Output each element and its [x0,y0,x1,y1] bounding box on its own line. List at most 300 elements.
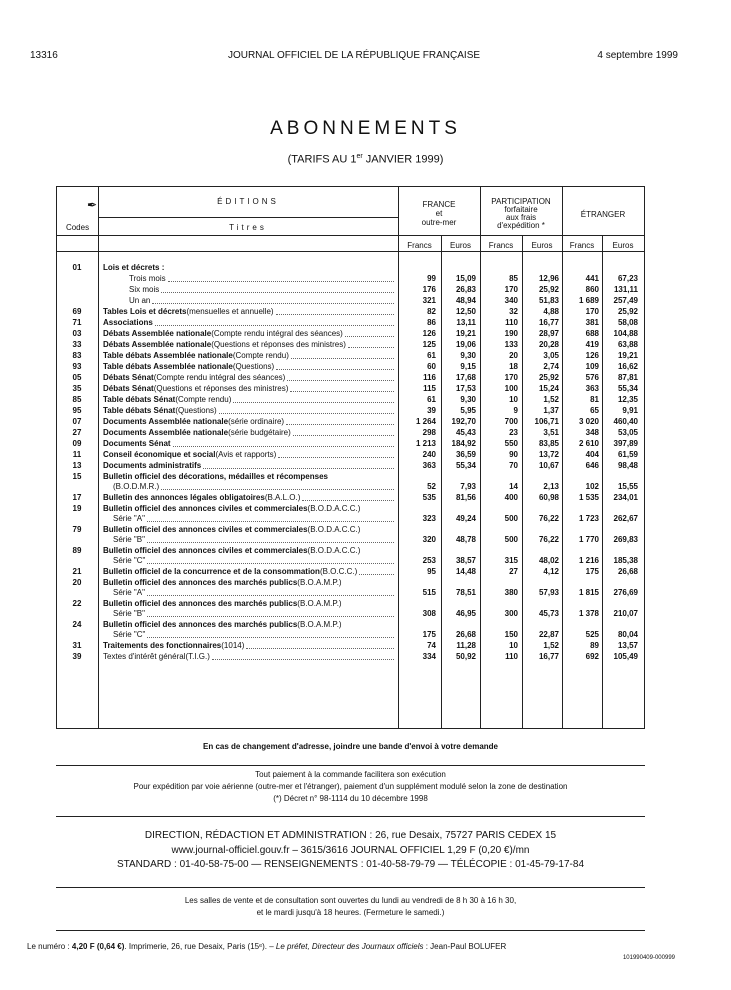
price-francs: 14 [509,482,518,491]
price-euros: 12,50 [455,307,476,316]
price-euros: 1,52 [543,641,559,650]
price-francs: 363 [422,461,436,470]
price-francs: 20 [509,351,518,360]
payment-line: Tout paiement à la commande facilitera son exécution [255,770,446,779]
table-row [57,329,644,340]
row-code: 85 [72,395,82,404]
titres-header: Titres [229,223,267,232]
row-title [103,263,395,273]
address-change-notice: En cas de changement d'adresse, joindre une bande d'envoi à votre demande [203,742,498,751]
table-row [57,285,644,296]
price-francs: 300 [504,609,518,618]
price-euros: 104,88 [613,329,638,338]
row-code: 22 [72,599,82,608]
price-francs: 170 [585,307,599,316]
price-francs: 190 [504,329,518,338]
price-francs: 381 [585,318,599,327]
row-title-part: (Questions et réponses des ministres) [211,340,346,349]
price-euros: 76,22 [538,514,559,523]
row-title-part: Bulletin officiel des annonces civiles et commerciales [103,504,308,513]
price-euros: 61,59 [617,450,638,459]
euros-header: Euros [450,241,471,250]
price-euros: 45,43 [455,428,476,437]
price-euros: 106,71 [534,417,559,426]
price-francs: 1 213 [415,439,436,448]
row-title-part: (Compte rendu) [175,395,232,404]
price-francs: 175 [585,567,599,576]
row-title-line [103,535,395,545]
table-row [57,373,644,384]
etranger-header: ÉTRANGER [580,210,626,219]
price-euros: 50,92 [455,652,476,661]
row-title-part: Conseil économique et social [103,450,216,459]
row-title-part: (série ordinaire) [228,417,285,426]
row-title-part: Débats Assemblée nationale [103,329,212,338]
page-header [30,50,678,64]
price-francs: 1 535 [578,493,599,502]
price-euros: 28,97 [538,329,559,338]
row-code: 05 [72,373,82,382]
row-title-part: Tables Lois et décrets [103,307,187,316]
price-euros: 22,87 [538,630,559,639]
price-euros: 9,30 [460,351,476,360]
price-francs: 535 [422,493,436,502]
row-code: 13 [72,461,82,470]
row-title [103,274,395,284]
row-title [103,417,395,427]
table-row [57,395,644,406]
price-euros: 2,74 [543,362,559,371]
row-code: 33 [72,340,82,349]
table-row [57,652,644,663]
price-francs: 150 [504,630,518,639]
price-francs: 646 [585,461,599,470]
row-title-line [103,599,395,609]
price-euros: 15,24 [538,384,559,393]
subtitle-text-end: JANVIER 1999) [362,153,444,166]
price-euros: 269,83 [613,535,638,544]
price-francs: 125 [422,340,436,349]
row-title-part: Bulletin des annonces légales obligatoires [103,493,265,502]
price-euros: 397,89 [613,439,638,448]
row-title [103,351,395,361]
price-euros: 1,37 [543,406,559,415]
participation-header [480,198,562,230]
price-euros: 48,94 [455,296,476,305]
row-title-line [103,263,395,273]
row-title-part: (B.O.A.M.P.) [297,599,342,608]
row-title-line [103,493,395,503]
price-euros: 15,55 [617,482,638,491]
table-row [57,578,644,599]
price-euros: 78,51 [455,588,476,597]
leader-dots [291,358,394,359]
page-footer [27,942,677,951]
row-title [103,373,395,383]
price-francs: 109 [585,362,599,371]
price-euros: 20,28 [538,340,559,349]
row-code: 93 [72,362,82,371]
table-row [57,472,644,493]
row-title-part: (Avis et rapports) [215,450,277,459]
francs-header: Francs [569,241,595,250]
row-title-part: Débats Sénat [103,384,154,393]
row-title-part: (B.O.D.A.C.C.) [307,504,361,513]
leader-dots [147,542,394,543]
table-row [57,567,644,578]
footer-director: : Jean-Paul BOLUFER [423,942,507,951]
price-francs: 2 610 [578,439,599,448]
france-header-line: outre-mer [421,218,457,227]
row-title-line [129,274,395,284]
price-francs: 340 [504,296,518,305]
row-title-continuation: Série "B" [113,535,145,544]
price-francs: 1 770 [578,535,599,544]
price-francs: 348 [585,428,599,437]
row-title-continuation: Série "C" [113,630,146,639]
price-francs: 82 [427,307,436,316]
price-francs: 176 [422,285,436,294]
price-francs: 334 [422,652,436,661]
price-francs: 23 [509,428,518,437]
price-euros: 46,95 [455,609,476,618]
price-francs: 576 [585,373,599,382]
row-title [103,318,395,328]
row-title-part: Documents Sénat [103,439,171,448]
header-divider [57,235,644,236]
row-title-part: Six mois [129,285,160,294]
row-title-continuation: Série "C" [113,556,146,565]
row-code: 83 [72,351,82,360]
price-francs: 321 [422,296,436,305]
row-title-line [103,578,395,588]
row-title-part: Table débats Sénat [103,395,176,404]
row-title [103,340,395,350]
row-code: 17 [72,493,82,502]
row-title [103,641,395,651]
price-euros: 80,04 [617,630,638,639]
price-francs: 323 [422,514,436,523]
price-euros: 58,08 [617,318,638,327]
price-euros: 5,95 [460,406,476,415]
price-euros: 67,23 [617,274,638,283]
price-francs: 52 [427,482,436,491]
price-francs: 1 216 [578,556,599,565]
row-title-line [103,373,395,383]
leader-dots [359,574,394,575]
price-euros: 13,11 [456,318,476,327]
price-francs: 126 [585,351,599,360]
row-title-line [103,546,395,556]
price-euros: 7,93 [460,482,476,491]
price-euros: 87,81 [617,373,638,382]
price-euros: 11,28 [456,641,476,650]
direction-address: DIRECTION, RÉDACTION ET ADMINISTRATION : 26, rue Desaix, 75727 PARIS CEDEX 15 [144,830,557,841]
row-title [103,406,395,416]
price-euros: 12,96 [538,274,559,283]
footer-price: 4,20 F (0,64 €) [71,942,125,951]
row-title-part: (B.O.D.A.C.C.) [307,525,361,534]
price-francs: 95 [427,567,436,576]
row-title-part: Bulletin officiel des annonces civiles et commerciales [103,546,308,555]
price-francs: 32 [509,307,518,316]
row-title-part: Bulletin officiel de la concurrence et de la consommation [103,567,320,576]
subscription-table [56,186,645,729]
price-euros: 9,30 [460,395,476,404]
price-francs: 18 [509,362,518,371]
price-euros: 192,70 [451,417,476,426]
row-title-line [103,609,395,619]
table-row [57,428,644,439]
row-title-line [103,567,395,577]
leader-dots [168,281,394,282]
subtitle-superscript: er [356,153,363,160]
euros-header: Euros [531,241,553,250]
row-title-continuation: Série "A" [113,588,145,597]
row-title [103,578,395,598]
row-title-part: (Compte rendu intégral des séances) [211,329,343,338]
row-title-line [103,417,395,427]
price-euros: 16,62 [617,362,638,371]
price-francs: 170 [504,285,518,294]
row-title [103,450,395,460]
participation-header-line: aux frais [505,213,537,222]
table-row [57,417,644,428]
row-title-line [103,556,395,566]
price-euros: 26,83 [455,285,476,294]
leader-dots [147,595,394,596]
leader-dots [212,659,394,660]
leader-dots [278,457,394,458]
price-euros: 49,24 [455,514,476,523]
opening-hours-box [56,887,645,931]
price-francs: 39 [427,406,436,415]
leader-dots [246,648,394,649]
price-euros: 19,06 [455,340,476,349]
price-francs: 85 [509,274,518,283]
price-francs: 500 [504,514,518,523]
price-francs: 308 [422,609,436,618]
price-francs: 253 [422,556,436,565]
price-francs: 298 [422,428,436,437]
table-row [57,439,644,450]
row-title [103,546,395,566]
price-euros: 57,93 [538,588,559,597]
price-euros: 13,57 [617,641,638,650]
price-francs: 90 [509,450,518,459]
row-title-line [103,461,395,471]
editions-header: ÉDITIONS [217,197,279,206]
price-francs: 170 [504,373,518,382]
row-title-part: Bulletin officiel des annonces des marchés publics [103,578,298,587]
row-code: 01 [72,263,82,272]
row-title-line [103,482,395,492]
row-title [103,395,395,405]
row-title-part: Textes d'intérêt général [103,652,186,661]
row-title-part: Débats Assemblée nationale [103,340,212,349]
opening-hours-line: et le mardi jusqu'à 18 heures. (Fermeture le samedi.) [256,908,445,917]
row-title [103,620,395,640]
price-francs: 110 [505,652,518,661]
price-euros: 16,77 [538,652,559,661]
codes-header: Codes [65,223,90,232]
row-title-line [103,307,395,317]
issue-date: 4 septembre 1999 [597,50,678,61]
price-francs: 175 [422,630,436,639]
price-francs: 525 [585,630,599,639]
row-title-line [129,296,395,306]
price-francs: 550 [504,439,518,448]
table-row [57,493,644,504]
row-title [103,362,395,372]
leader-dots [293,435,394,436]
leader-dots [290,391,394,392]
price-euros: 3,05 [543,351,559,360]
row-title-part: Bulletin officiel des annonces des marchés publics [103,599,298,608]
price-francs: 74 [427,641,436,650]
row-title [103,504,395,524]
euros-header: Euros [612,241,634,250]
price-francs: 1 264 [415,417,436,426]
france-header-line: FRANCE [422,200,456,209]
page-number: 13316 [30,50,58,61]
price-euros: 1,52 [543,395,559,404]
row-title-part: (mensuelles et annuelle) [186,307,274,316]
row-title-line [103,504,395,514]
row-title-part: (Questions et réponses des ministres) [153,384,289,393]
price-euros: 105,49 [613,652,638,661]
price-francs: 1 815 [578,588,599,597]
leader-dots [147,637,394,638]
footer-price-label: Le numéro : [27,942,72,951]
price-francs: 1 378 [578,609,599,618]
price-euros: 55,34 [617,384,638,393]
price-francs: 81 [590,395,599,404]
row-title-line [103,340,395,350]
row-title-line [103,588,395,598]
row-code: 31 [72,641,82,650]
row-title-part: (B.O.A.M.P.) [297,620,342,629]
row-title [103,439,395,449]
price-francs: 110 [505,318,518,327]
leader-dots [276,369,394,370]
opening-hours-line: Les salles de vente et de consultation sont ouvertes du lundi au vendredi de 8 h 30 à 16 h 30, [184,896,517,905]
price-euros: 83,85 [538,439,559,448]
table-row [57,362,644,373]
table-row [57,340,644,351]
row-title-part: (Compte rendu) [232,351,289,360]
price-euros: 36,59 [455,450,476,459]
table-row [57,450,644,461]
row-code: 69 [72,307,82,316]
row-code: 07 [72,417,82,426]
row-title-part: (B.O.D.A.C.C.) [307,546,361,555]
price-euros: 19,21 [617,351,638,360]
price-euros: 48,78 [455,535,476,544]
leader-dots [161,292,394,293]
decree-reference: (*) Décret n° 98-1114 du 10 décembre 1998 [273,794,428,803]
row-code: 19 [72,504,82,513]
row-title-line [103,395,395,405]
leader-dots [348,347,394,348]
row-title [103,599,395,619]
row-title [103,493,395,503]
price-euros: 15,09 [455,274,476,283]
row-title [103,472,395,492]
row-title-line [103,525,395,535]
row-title-line [103,362,395,372]
price-francs: 404 [585,450,599,459]
header-divider [57,251,644,252]
header-divider [98,217,398,218]
table-row [57,263,644,274]
row-title-continuation: Série "B" [113,609,145,618]
price-euros: 4,12 [543,567,559,576]
price-francs: 133 [504,340,518,349]
row-title-line [103,472,395,482]
row-title-line [103,318,395,328]
price-euros: 262,67 [613,514,638,523]
price-euros: 55,34 [455,461,476,470]
row-title-part: (B.O.A.M.P.) [297,578,342,587]
price-euros: 45,73 [538,609,559,618]
france-header [398,200,480,227]
row-title-continuation: Série "A" [113,514,145,523]
row-code: 89 [72,546,82,555]
footer-imprint: . Imprimerie, 26, rue Desaix, Paris (15ᵉ). – [124,942,276,951]
row-title-part: Documents administratifs [103,461,202,470]
table-row [57,406,644,417]
row-title-line [103,514,395,524]
row-title-part: (Questions) [232,362,275,371]
row-title-part: (Questions) [175,406,217,415]
row-title-line [103,450,395,460]
row-title-line [103,351,395,361]
price-francs: 70 [509,461,518,470]
price-euros: 51,83 [538,296,559,305]
price-euros: 184,92 [451,439,476,448]
price-euros: 2,13 [543,482,559,491]
row-title [103,307,395,317]
leader-dots [286,424,394,425]
participation-header-line: forfaitaire [504,205,538,214]
row-title-line [103,329,395,339]
price-francs: 60 [427,362,436,371]
price-euros: 19,21 [455,329,476,338]
price-euros: 98,48 [617,461,638,470]
price-francs: 116 [423,373,436,382]
row-title-line [129,285,395,295]
leader-dots [203,468,394,469]
row-title [103,384,395,394]
direction-web: www.journal-officiel.gouv.fr – 3615/3616 JOURNAL OFFICIEL 1,29 F (0,20 €)/mn [171,844,530,856]
row-title [103,652,395,662]
table-row [57,461,644,472]
leader-dots [147,521,394,522]
direction-phones: STANDARD : 01-40-58-75-00 — RENSEIGNEMENTS : 01-40-58-79-79 — TÉLÉCOPIE : 01-45-79-17-84 [116,859,585,870]
row-code: 39 [72,652,82,661]
leader-dots [147,563,394,564]
row-code: 20 [72,578,82,587]
price-francs: 126 [422,329,436,338]
price-francs: 115 [423,384,436,393]
price-francs: 61 [427,351,436,360]
price-euros: 17,53 [455,384,476,393]
row-code: 35 [72,384,82,393]
price-euros: 53,05 [617,428,638,437]
price-francs: 89 [590,641,599,650]
price-francs: 688 [585,329,599,338]
